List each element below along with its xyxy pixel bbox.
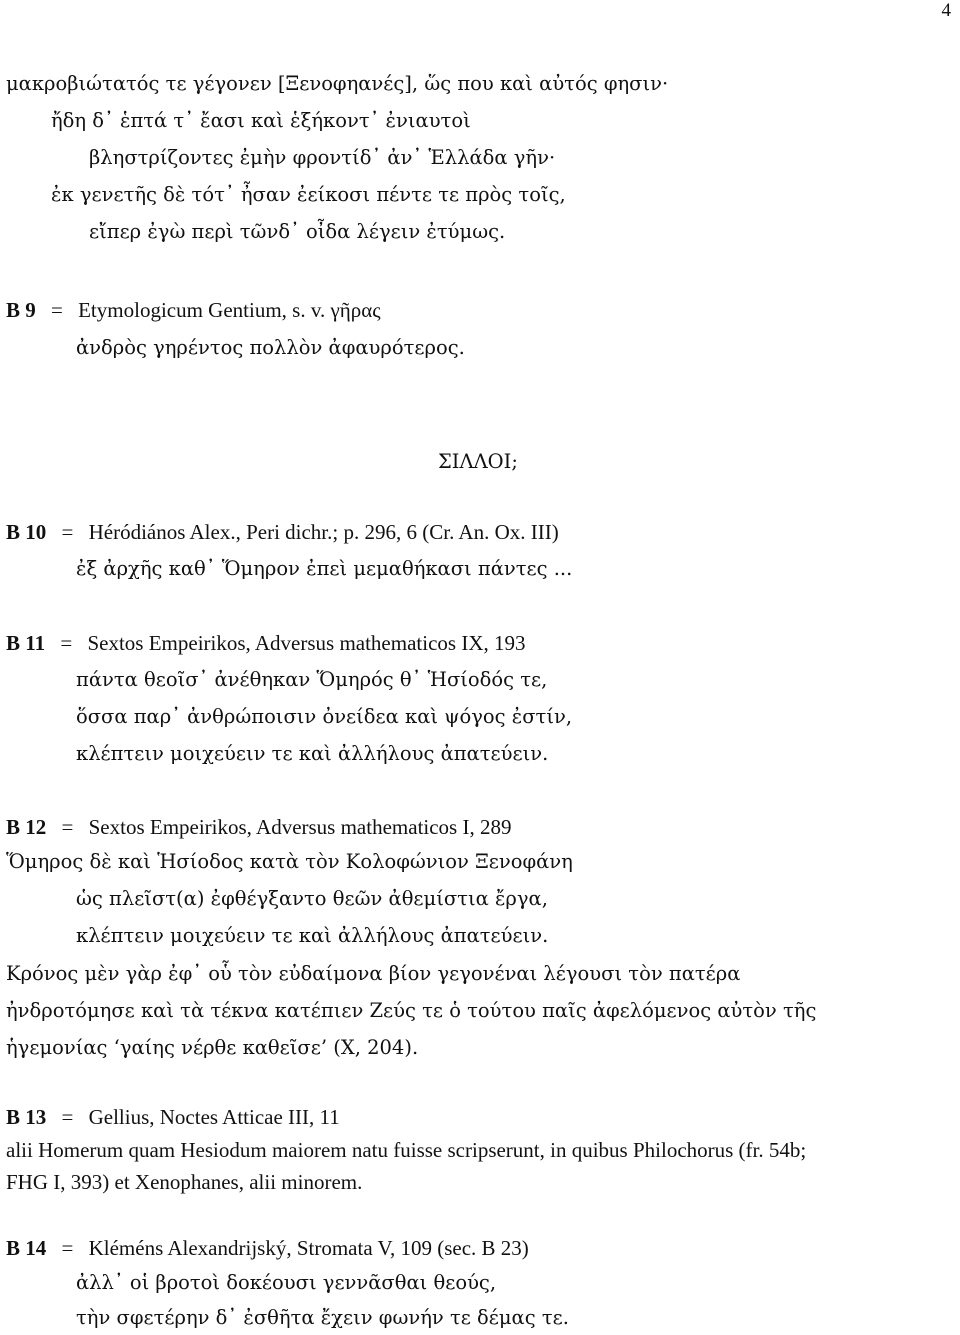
verse-line: ἀνδρὸς γηρέντος πολλὸν ἀφαυρότερος. [76,336,465,359]
fragment-label: B 9 [6,298,36,322]
prose-line: FHG I, 393) et Xenophanes, alii minorem. [6,1170,363,1194]
equals-sign: = [51,298,63,322]
verse-line: ἐκ γενετῆς δὲ τότ᾽ ἦσαν ἐείκοσι πέντε τε πρὸς τοῖς, [51,183,566,206]
equals-sign: = [61,1105,74,1129]
verse-line: ὡς πλεῖστ(α) ἐφθέγξαντο θεῶν ἀθεμίστια ἔργα, [76,887,548,910]
fragment-label: B 13 [6,1105,47,1129]
verse-line: βληστρίζοντες ἐμὴν φροντίδ᾽ ἀν᾽ Ἑλλάδα γῆν· [89,146,556,169]
verse-line: πάντα θεοῖσ᾽ ἀνέθηκαν Ὅμηρός θ᾽ Ἡσίοδός τε, [76,668,548,691]
fragment-label: B 11 [6,631,46,655]
equals-sign: = [61,1236,74,1260]
fragment-source: Héródiános Alex., Peri dichr.; p. 296, 6 (Cr. An. Ox. III) [88,520,559,544]
fragment-source: Sextos Empeirikos, Adversus mathematicos I, 289 [88,815,512,839]
prose-line: ἠνδροτόμησε καὶ τὰ τέκνα κατέπιεν Ζεύς τε ὁ τούτου παῖς ἀφελόμενος αὐτὸν τῆς [6,999,817,1022]
fragment-heading-b10 [6,519,559,545]
verse-line: κλέπτειν μοιχεύειν τε καὶ ἀλλήλους ἀπατεύειν. [76,742,549,765]
fragment-source: Gellius, Noctes Atticae III, 11 [88,1105,340,1129]
fragment-source: Etymologicum Gentium, s. v. γῆρας [78,298,381,322]
equals-sign: = [61,520,74,544]
fragment-label: B 12 [6,815,47,839]
prose-line: alii Homerum quam Hesiodum maiorem natu fuisse scripserunt, in quibus Philochorus (fr. 54b; [6,1138,807,1162]
fragment-heading-b9 [6,297,381,323]
fragment-label: B 10 [6,520,47,544]
verse-line: ὅσσα παρ᾽ ἀνθρώποισιν ὀνείδεα καὶ ψόγος ἐστίν, [76,705,573,728]
verse-line: κλέπτειν μοιχεύειν τε καὶ ἀλλήλους ἀπατεύειν. [76,924,549,947]
fragment-heading-b11 [6,630,525,656]
prose-line: Κρόνος μὲν γὰρ ἐφ᾽ οὗ τὸν εὐδαίμονα βίον γεγονέναι λέγουσι τὸν πατέρα [6,962,741,985]
page-number: 4 [941,0,951,21]
prose-line: Ὅμηρος δὲ καὶ Ἡσίοδος κατὰ τὸν Κολοφώνιον Ξενοφάνη [6,850,573,873]
fragment-heading-b13 [6,1104,340,1130]
verse-line: τὴν σφετέρην δ᾽ ἐσθῆτα ἔχειν φωνήν τε δέμας τε. [76,1306,569,1329]
equals-sign: = [60,631,73,655]
fragment-source: Sextos Empeirikos, Adversus mathematicos IX, 193 [87,631,526,655]
verse-line: ἀλλ᾽ οἱ βροτοὶ δοκέουσι γεννᾶσθαι θεούς, [76,1271,497,1294]
verse-line: ἐξ ἀρχῆς καθ᾽ Ὅμηρον ἐπεὶ μεμαθήκασι πάντες ... [76,557,573,580]
quote-line: μακροβιώτατός τε γέγονεν [Ξενοφηανές], ὥς που καὶ αὐτός φησιν· [6,72,669,95]
equals-sign: = [61,815,74,839]
section-heading: ΣΙΛΛΟΙ; [438,450,518,473]
fragment-heading-b14 [6,1235,529,1261]
verse-line: εἴπερ ἐγὼ περὶ τῶνδ᾽ οἶδα λέγειν ἐτύμως. [89,220,506,243]
fragment-source: Kléméns Alexandrijský, Stromata V, 109 (sec. B 23) [88,1236,529,1260]
fragment-heading-b12 [6,814,511,840]
verse-line: ἤδη δ᾽ ἑπτά τ᾽ ἔασι καὶ ἑξήκοντ᾽ ἐνιαυτοὶ [51,109,471,132]
prose-line: ἡγεμονίας ‘γαίης νέρθε καθεῖσε’ (X, 204). [6,1036,419,1059]
fragment-label: B 14 [6,1236,47,1260]
